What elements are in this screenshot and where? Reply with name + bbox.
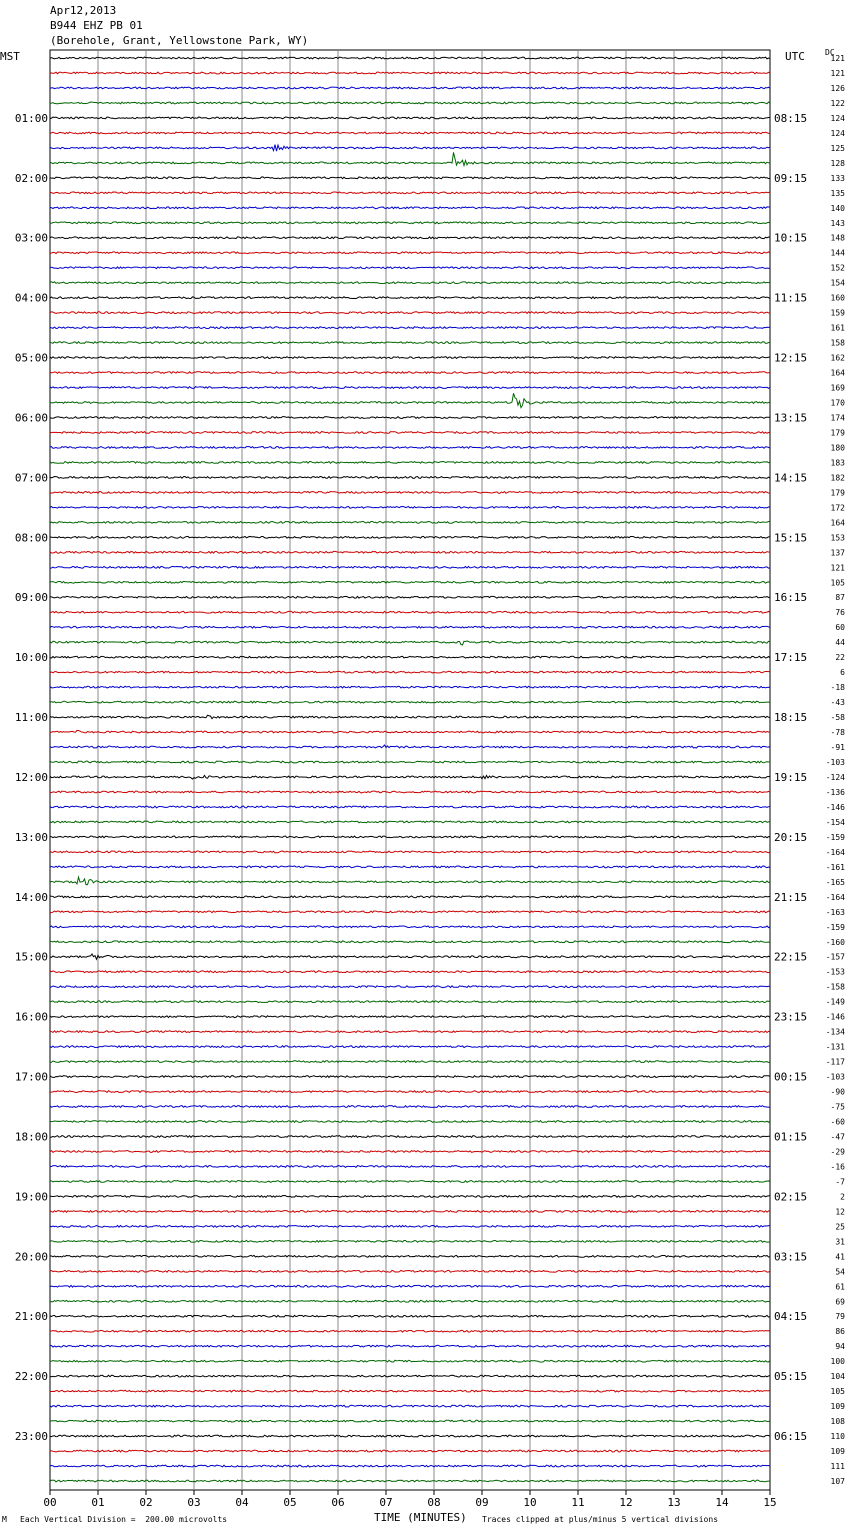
right-hour-label: 21:15 (774, 890, 808, 904)
seismic-trace (50, 152, 770, 165)
dc-offset-label: 105 (830, 578, 845, 588)
dc-offset-label: -75 (830, 1102, 845, 1112)
dc-offset-label: 69 (835, 1297, 845, 1307)
dc-offset-label: -163 (825, 907, 845, 917)
dc-offset-label: 179 (830, 428, 845, 438)
right-hour-label: 05:15 (774, 1370, 808, 1384)
seismic-trace (50, 761, 770, 763)
dc-offset-label: 41 (835, 1252, 845, 1262)
seismic-trace (50, 1420, 770, 1422)
left-hour-label: 22:00 (14, 1370, 48, 1384)
dc-offset-label: -103 (825, 1072, 845, 1082)
seismic-trace (50, 102, 770, 104)
right-hour-label: 12:15 (774, 351, 808, 365)
right-timezone-label: UTC (785, 50, 805, 63)
seismic-trace (50, 1285, 770, 1287)
seismic-trace (50, 536, 770, 538)
seismic-trace (50, 207, 770, 209)
dc-offset-label: 54 (835, 1267, 845, 1277)
dc-offset-label: -154 (825, 817, 845, 827)
dc-offset-label: 104 (830, 1372, 845, 1382)
x-tick-label: 12 (619, 1496, 633, 1509)
seismic-trace (50, 342, 770, 344)
seismic-trace (50, 1360, 770, 1362)
seismic-trace (50, 596, 770, 598)
seismic-trace (50, 581, 770, 583)
seismic-trace (50, 387, 770, 389)
seismic-trace (50, 1181, 770, 1183)
left-hour-label: 09:00 (14, 591, 48, 605)
seismic-trace (50, 267, 770, 269)
x-tick-label: 08 (427, 1496, 441, 1509)
seismic-trace (50, 1106, 770, 1108)
dc-offset-label: 109 (830, 1402, 845, 1412)
dc-offset-label: 179 (830, 488, 845, 498)
seismic-trace (50, 312, 770, 314)
left-hour-label: 23:00 (14, 1430, 48, 1444)
x-tick-label: 10 (523, 1496, 537, 1509)
right-hour-label: 15:15 (774, 531, 808, 545)
x-tick-label: 04 (235, 1496, 249, 1509)
seismic-trace (50, 551, 770, 553)
x-tick-label: 05 (283, 1496, 297, 1509)
seismic-trace (50, 1121, 770, 1123)
seismic-trace (50, 222, 770, 224)
seismic-trace (50, 971, 770, 973)
dc-offset-label: -58 (830, 713, 845, 723)
dc-offset-label: 111 (830, 1462, 845, 1472)
seismic-trace (50, 192, 770, 194)
seismic-trace (50, 1001, 770, 1003)
left-timezone-label: MST (0, 50, 20, 63)
dc-offset-label: -164 (825, 847, 845, 857)
dc-offset-label: 174 (830, 413, 845, 423)
left-hour-label: 08:00 (14, 531, 48, 545)
dc-offset-label: 126 (830, 83, 845, 93)
left-hour-label: 10:00 (14, 651, 48, 665)
seismic-trace (50, 626, 770, 628)
x-tick-label: 07 (379, 1496, 393, 1509)
dc-offset-label: 22 (835, 653, 845, 663)
seismic-trace (50, 701, 770, 703)
dc-offset-label: -164 (825, 892, 845, 902)
seismic-trace (50, 252, 770, 254)
plot-frame (50, 50, 770, 1490)
corner-mark: M (2, 1515, 7, 1524)
seismic-trace (50, 1240, 770, 1242)
dc-offset-label: 128 (830, 158, 845, 168)
seismic-trace (50, 954, 770, 959)
dc-offset-label: 124 (830, 128, 845, 138)
dc-offset-label: -146 (825, 802, 845, 812)
dc-offset-label: 2 (840, 1192, 845, 1202)
seismic-trace (50, 1031, 770, 1033)
seismic-trace (50, 297, 770, 299)
seismic-trace (50, 237, 770, 239)
dc-offset-label: -131 (825, 1042, 845, 1052)
dc-offset-label: -160 (825, 937, 845, 947)
seismic-trace (50, 327, 770, 329)
seismic-trace (50, 1076, 770, 1078)
seismic-trace (50, 821, 770, 823)
right-hour-label: 14:15 (774, 471, 808, 485)
seismic-trace (50, 611, 770, 613)
seismic-trace (50, 1345, 770, 1347)
dc-offset-label: 107 (830, 1477, 845, 1486)
x-tick-label: 06 (331, 1496, 345, 1509)
dc-offset-label: -43 (830, 698, 845, 708)
dc-offset-label: -29 (830, 1147, 845, 1157)
dc-offset-label: 161 (830, 323, 845, 333)
seismic-trace (50, 1270, 770, 1272)
x-tick-label: 03 (187, 1496, 201, 1509)
left-hour-label: 05:00 (14, 351, 48, 365)
dc-offset-header: DC (825, 48, 835, 57)
dc-offset-label: 133 (830, 173, 845, 183)
seismic-trace (50, 641, 770, 645)
seismic-trace (50, 1016, 770, 1018)
seismic-trace (50, 566, 770, 568)
left-hour-label: 15:00 (14, 950, 48, 964)
seismic-trace (50, 775, 770, 779)
dc-offset-label: 160 (830, 293, 845, 303)
dc-offset-label: 152 (830, 263, 845, 273)
dc-offset-label: 125 (830, 143, 845, 153)
dc-offset-label: 108 (830, 1417, 845, 1427)
scale-note: Each Vertical Division = 200.00 microvolts (20, 1515, 228, 1524)
left-hour-label: 02:00 (14, 171, 48, 185)
right-hour-label: 16:15 (774, 591, 808, 605)
plot-date: Apr12,2013 (50, 4, 117, 17)
seismic-trace (50, 1061, 770, 1063)
dc-offset-label: 180 (830, 443, 845, 453)
seismic-trace (50, 1255, 770, 1257)
seismic-trace (50, 1315, 770, 1317)
dc-offset-label: -90 (830, 1087, 845, 1097)
dc-offset-label: -165 (825, 877, 845, 887)
seismic-trace (50, 282, 770, 284)
dc-offset-label: -157 (825, 952, 845, 962)
dc-offset-label: 164 (830, 368, 845, 378)
right-hour-label: 09:15 (774, 171, 808, 185)
seismic-trace (50, 132, 770, 134)
dc-offset-label: -159 (825, 922, 845, 932)
seismic-trace (50, 1136, 770, 1138)
dc-offset-label: 76 (835, 608, 845, 618)
left-hour-label: 18:00 (14, 1130, 48, 1144)
x-tick-label: 02 (139, 1496, 153, 1509)
dc-offset-label: 61 (835, 1282, 845, 1292)
seismic-trace (50, 72, 770, 74)
seismic-trace (50, 671, 770, 673)
left-hour-label: 11:00 (14, 711, 48, 725)
dc-offset-label: 12 (835, 1207, 845, 1217)
dc-offset-label: 121 (830, 54, 845, 63)
dc-offset-label: 172 (830, 503, 845, 513)
seismic-trace (50, 145, 770, 151)
x-tick-label: 01 (91, 1496, 105, 1509)
seismic-trace (50, 877, 770, 885)
dc-offset-label: 87 (835, 593, 845, 603)
dc-offset-label: 60 (835, 623, 845, 633)
x-tick-label: 14 (715, 1496, 729, 1509)
seismic-trace (50, 1390, 770, 1392)
seismic-trace (50, 372, 770, 374)
right-hour-label: 03:15 (774, 1250, 808, 1264)
left-hour-label: 01:00 (14, 111, 48, 125)
seismic-trace (50, 357, 770, 359)
dc-offset-label: 135 (830, 188, 845, 198)
x-axis-title: TIME (MINUTES) (374, 1511, 467, 1524)
x-tick-label: 13 (667, 1496, 681, 1509)
right-hour-label: 04:15 (774, 1310, 808, 1324)
seismic-trace (50, 1450, 770, 1452)
dc-offset-label: -7 (835, 1177, 845, 1187)
dc-offset-label: 154 (830, 278, 845, 288)
dc-offset-label: 109 (830, 1447, 845, 1457)
dc-offset-label: 110 (830, 1432, 845, 1442)
dc-offset-label: 44 (835, 638, 845, 648)
seismic-trace (50, 1166, 770, 1168)
seismic-trace (50, 87, 770, 89)
seismic-trace (50, 477, 770, 479)
dc-offset-label: 158 (830, 338, 845, 348)
seismic-trace (50, 1480, 770, 1482)
right-hour-label: 08:15 (774, 111, 808, 125)
station-code: B944 EHZ PB 01 (50, 19, 143, 32)
right-hour-label: 18:15 (774, 711, 808, 725)
right-hour-label: 20:15 (774, 830, 808, 844)
right-hour-label: 10:15 (774, 231, 808, 245)
seismic-trace (50, 926, 770, 928)
dc-offset-label: 100 (830, 1357, 845, 1367)
dc-offset-label: -103 (825, 758, 845, 768)
seismic-trace (50, 686, 770, 688)
dc-offset-label: 143 (830, 218, 845, 228)
seismic-trace (50, 715, 770, 718)
seismic-trace (50, 57, 770, 59)
dc-offset-label: 121 (830, 68, 845, 78)
dc-offset-label: 183 (830, 458, 845, 468)
dc-offset-label: 105 (830, 1387, 845, 1397)
seismic-trace (50, 986, 770, 988)
dc-offset-label: -78 (830, 728, 845, 738)
right-hour-label: 23:15 (774, 1010, 808, 1024)
seismic-trace (50, 1465, 770, 1467)
seismic-trace (50, 462, 770, 464)
dc-offset-label: 6 (840, 668, 845, 678)
seismic-trace (50, 1196, 770, 1198)
dc-offset-label: -91 (830, 743, 845, 753)
left-hour-label: 04:00 (14, 291, 48, 305)
seismic-trace (50, 1151, 770, 1153)
dc-offset-label: 94 (835, 1342, 845, 1352)
left-hour-label: 20:00 (14, 1250, 48, 1264)
seismic-trace (50, 866, 770, 868)
dc-offset-label: 169 (830, 383, 845, 393)
dc-offset-label: -18 (830, 683, 845, 693)
dc-offset-label: 148 (830, 233, 845, 243)
x-tick-label: 11 (571, 1496, 585, 1509)
dc-offset-label: 137 (830, 548, 845, 558)
dc-offset-label: 121 (830, 563, 845, 573)
seismic-trace (50, 806, 770, 808)
seismic-trace (50, 1300, 770, 1302)
left-hour-label: 12:00 (14, 770, 48, 784)
seismic-trace (50, 506, 770, 508)
dc-offset-label: 170 (830, 398, 845, 408)
dc-offset-label: 144 (830, 248, 845, 258)
left-hour-label: 07:00 (14, 471, 48, 485)
dc-offset-label: -60 (830, 1117, 845, 1127)
left-hour-label: 13:00 (14, 830, 48, 844)
dc-offset-label: -47 (830, 1132, 845, 1142)
x-tick-label: 09 (475, 1496, 489, 1509)
left-hour-label: 21:00 (14, 1310, 48, 1324)
seismic-trace (50, 1225, 770, 1227)
dc-offset-label: 159 (830, 308, 845, 318)
left-hour-label: 14:00 (14, 890, 48, 904)
seismic-trace (50, 911, 770, 913)
seismic-trace (50, 447, 770, 449)
dc-offset-label: 31 (835, 1237, 845, 1247)
seismic-trace (50, 656, 770, 658)
dc-offset-label: 140 (830, 203, 845, 213)
seismic-trace (50, 836, 770, 838)
station-location: (Borehole, Grant, Yellowstone Park, WY) (50, 34, 309, 47)
dc-offset-label: -146 (825, 1012, 845, 1022)
dc-offset-label: 164 (830, 518, 845, 528)
dc-offset-label: -136 (825, 787, 845, 797)
left-hour-label: 16:00 (14, 1010, 48, 1024)
dc-offset-label: -158 (825, 982, 845, 992)
left-hour-label: 19:00 (14, 1190, 48, 1204)
seismic-trace (50, 432, 770, 434)
seismic-trace (50, 851, 770, 853)
right-hour-label: 13:15 (774, 411, 808, 425)
dc-offset-label: 79 (835, 1312, 845, 1322)
left-hour-label: 17:00 (14, 1070, 48, 1084)
dc-offset-label: 182 (830, 473, 845, 483)
seismic-trace (50, 491, 770, 493)
seismic-trace (50, 393, 770, 407)
seismic-trace (50, 117, 770, 119)
right-hour-label: 00:15 (774, 1070, 808, 1084)
dc-offset-label: 122 (830, 98, 845, 108)
dc-offset-label: -134 (825, 1027, 845, 1037)
right-hour-label: 06:15 (774, 1430, 808, 1444)
left-hour-label: 03:00 (14, 231, 48, 245)
dc-offset-label: 153 (830, 533, 845, 543)
seismic-trace (50, 521, 770, 523)
seismic-trace (50, 745, 770, 748)
x-tick-label: 15 (763, 1496, 777, 1509)
right-hour-label: 11:15 (774, 291, 808, 305)
dc-offset-label: 25 (835, 1222, 845, 1232)
dc-offset-label: -161 (825, 862, 845, 872)
dc-offset-label: 162 (830, 353, 845, 363)
right-hour-label: 19:15 (774, 770, 808, 784)
seismic-trace (50, 941, 770, 943)
seismic-trace (50, 791, 770, 793)
right-hour-label: 01:15 (774, 1130, 808, 1144)
seismic-trace (50, 730, 770, 733)
dc-offset-label: 124 (830, 113, 845, 123)
dc-offset-label: -159 (825, 832, 845, 842)
seismic-trace (50, 1375, 770, 1377)
left-hour-label: 06:00 (14, 411, 48, 425)
right-hour-label: 17:15 (774, 651, 808, 665)
seismic-trace (50, 1091, 770, 1093)
dc-offset-label: -16 (830, 1162, 845, 1172)
seismic-trace (50, 417, 770, 419)
seismic-trace (50, 1330, 770, 1332)
seismic-trace (50, 1435, 770, 1437)
dc-offset-label: -117 (825, 1057, 845, 1067)
dc-offset-label: -124 (825, 772, 845, 782)
seismic-trace (50, 896, 770, 898)
dc-offset-label: -153 (825, 967, 845, 977)
right-hour-label: 02:15 (774, 1190, 808, 1204)
right-hour-label: 22:15 (774, 950, 808, 964)
seismic-trace (50, 1405, 770, 1407)
seismic-trace (50, 1210, 770, 1212)
seismic-trace (50, 177, 770, 179)
clip-note: Traces clipped at plus/minus 5 vertical divisions (482, 1515, 719, 1524)
dc-offset-label: 86 (835, 1327, 845, 1337)
x-tick-label: 00 (43, 1496, 57, 1509)
seismic-trace (50, 1046, 770, 1048)
dc-offset-label: -149 (825, 997, 845, 1007)
